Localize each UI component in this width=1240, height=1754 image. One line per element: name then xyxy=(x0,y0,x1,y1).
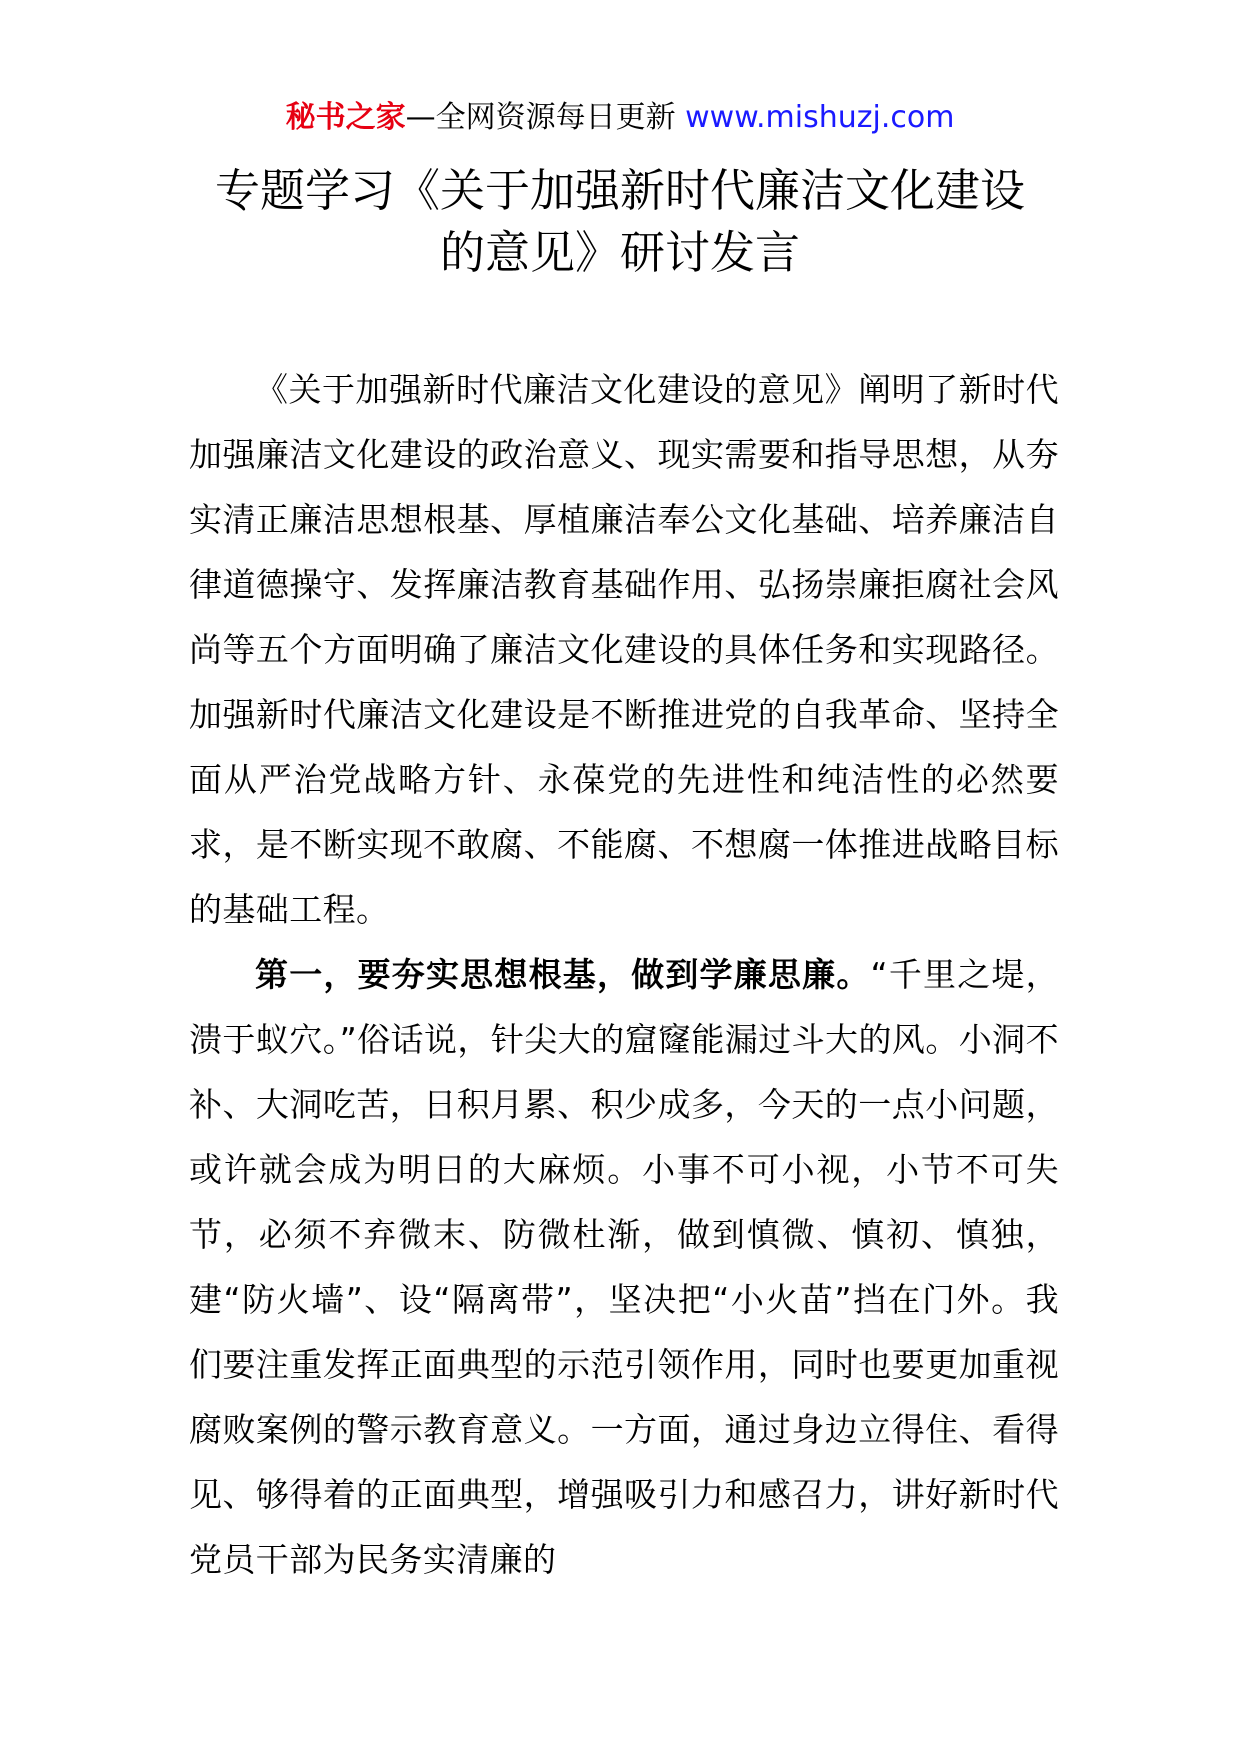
title-line-2: 的意见》研讨发言 xyxy=(439,226,800,279)
brand-name: 秘书之家 xyxy=(285,100,406,135)
paragraph-first-point xyxy=(189,942,1059,1592)
site-url-link[interactable]: www.mishuzj.com xyxy=(685,100,955,135)
paragraph-body-text: “千里之堤，溃于蚁穴。”俗话说，针尖大的窟窿能漏过斗大的风。小洞不补、大洞吃苦，日积月累、积少成多，今天的一点小问题，或许就会成为明日的大麻烦。小事不可小视，小节不可失节，必须不弃微末、防微杜渐，做到慎微、慎初、慎独，建“防火墙”、设“隔离带”，坚决把“小火苗”挡在门外。我们要注重发挥正面典型的示范引领作用，同时也要更加重视腐败案例的警示教育意义。一方面，通过身边立得住、看得见、够得着的正面典型，增强吸引力和感召力，讲好新时代党员干部为民务实清廉的 xyxy=(189,955,1060,1579)
site-header-banner xyxy=(0,98,1240,138)
site-slogan: —全网资源每日更新 xyxy=(405,100,686,135)
document-body xyxy=(189,357,1059,1592)
document-title xyxy=(180,160,1060,284)
paragraph-lead-heading: 第一，要夯实思想根基，做到学廉思廉。 xyxy=(255,955,871,994)
title-line-1: 专题学习《关于加强新时代廉洁文化建设 xyxy=(214,164,1025,217)
paragraph-intro: 《关于加强新时代廉洁文化建设的意见》阐明了新时代加强廉洁文化建设的政治意义、现实需要和指导思想，从夯实清正廉洁思想根基、厚植廉洁奉公文化基础、培养廉洁自律道德操守、发挥廉洁教育基础作用、弘扬崇廉拒腐社会风尚等五个方面明确了廉洁文化建设的具体任务和实现路径。加强新时代廉洁文化建设是不断推进党的自我革命、坚持全面从严治党战略方针、永葆党的先进性和纯洁性的必然要求，是不断实现不敢腐、不能腐、不想腐一体推进战略目标的基础工程。 xyxy=(189,370,1059,929)
